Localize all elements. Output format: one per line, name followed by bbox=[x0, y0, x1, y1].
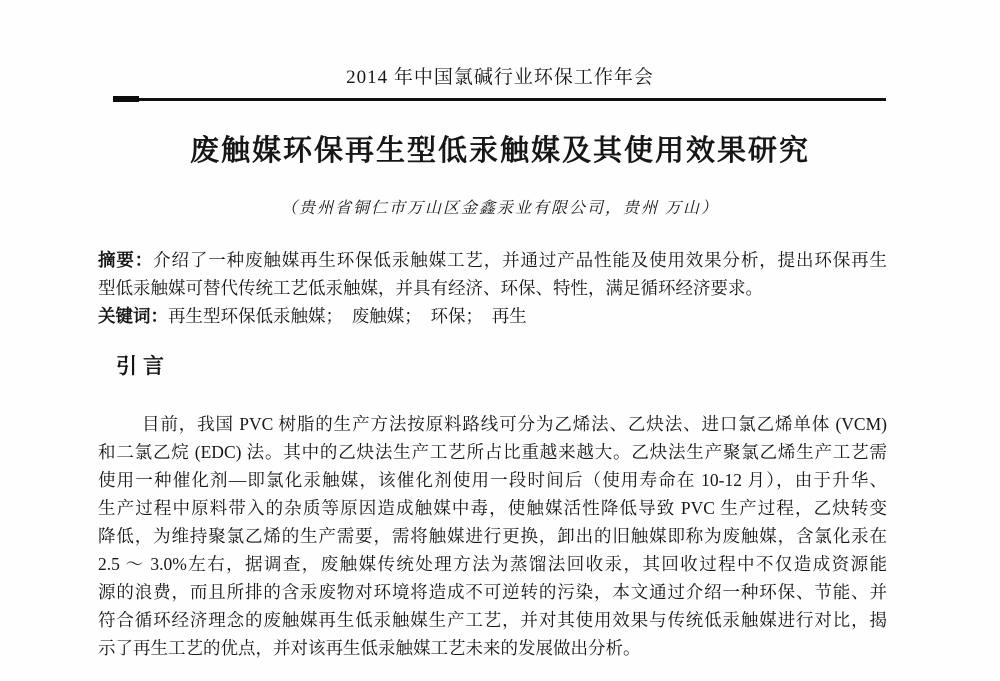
abstract-line-2-text: 型低汞触媒可替代传统工艺低汞触媒，并具有经济、环保、特性，满足循环经济要求。 bbox=[98, 278, 763, 298]
paragraph-line: 生产过程中原料带入的杂质等原因造成触媒中毒，使触媒活性降低导致 PVC 生产过程，乙炔转变 bbox=[98, 498, 887, 518]
paragraph-line: 源的浪费，而且所排的含汞废物对环境将造成不可逆转的污染，本文通过介绍一种环保、节能、并 bbox=[98, 582, 887, 602]
keywords-text: 再生型环保低汞触媒； 废触媒； 环保； 再生 bbox=[168, 306, 527, 326]
keywords-line bbox=[98, 302, 887, 330]
paragraph-line: 降低，为维持聚氯乙烯的生产需要，需将触媒进行更换，卸出的旧触媒即称为废触媒，含氯化汞在 bbox=[98, 526, 887, 546]
conference-header: 2014 年中国氯碱行业环保工作年会 bbox=[346, 67, 654, 88]
keywords-label: 关键词： bbox=[98, 306, 168, 326]
paragraph-line: 和二氯乙烷 (EDC) 法。其中的乙炔法生产工艺所占比重越来越大。乙炔法生产聚氯乙烯生产工艺需 bbox=[98, 442, 887, 462]
paragraph-line: 目前，我国 PVC 树脂的生产方法按原料路线可分为乙烯法、乙炔法、进口氯乙烯单体 (VCM) bbox=[142, 414, 887, 434]
abstract-line-2 bbox=[98, 274, 887, 302]
abstract-line-1-text: 介绍了一种废触媒再生环保低汞触媒工艺，并通过产品性能及使用效果分析，提出环保再生 bbox=[153, 250, 887, 270]
paper-title: 废触媒环保再生型低汞触媒及其使用效果研究 bbox=[189, 135, 810, 167]
header-rule bbox=[113, 98, 886, 101]
body-paragraph bbox=[98, 410, 887, 662]
paragraph-line: 使用一种催化剂—即氯化汞触媒，该催化剂使用一段时间后（使用寿命在 10-12 月），由于升华、 bbox=[98, 470, 887, 490]
section-heading-introduction: 引言 bbox=[116, 355, 170, 378]
header-rule-blob bbox=[113, 96, 139, 102]
paragraph-line: 示了再生工艺的优点，并对该再生低汞触媒工艺未来的发展做出分析。 bbox=[98, 638, 641, 658]
abstract-block bbox=[98, 246, 887, 302]
abstract-label: 摘要： bbox=[98, 250, 154, 270]
paragraph-line: 2.5 ～ 3.0%左右，据调查，废触媒传统处理方法为蒸馏法回收汞，其回收过程中不仅造成资源能 bbox=[98, 554, 887, 574]
abstract-line-1 bbox=[98, 246, 887, 274]
affiliation: （贵州省铜仁市万山区金鑫汞业有限公司，贵州 万山） bbox=[280, 200, 719, 217]
paragraph-line: 符合循环经济理念的废触媒再生低汞触媒生产工艺，并对其使用效果与传统低汞触媒进行对比，揭 bbox=[98, 610, 887, 630]
